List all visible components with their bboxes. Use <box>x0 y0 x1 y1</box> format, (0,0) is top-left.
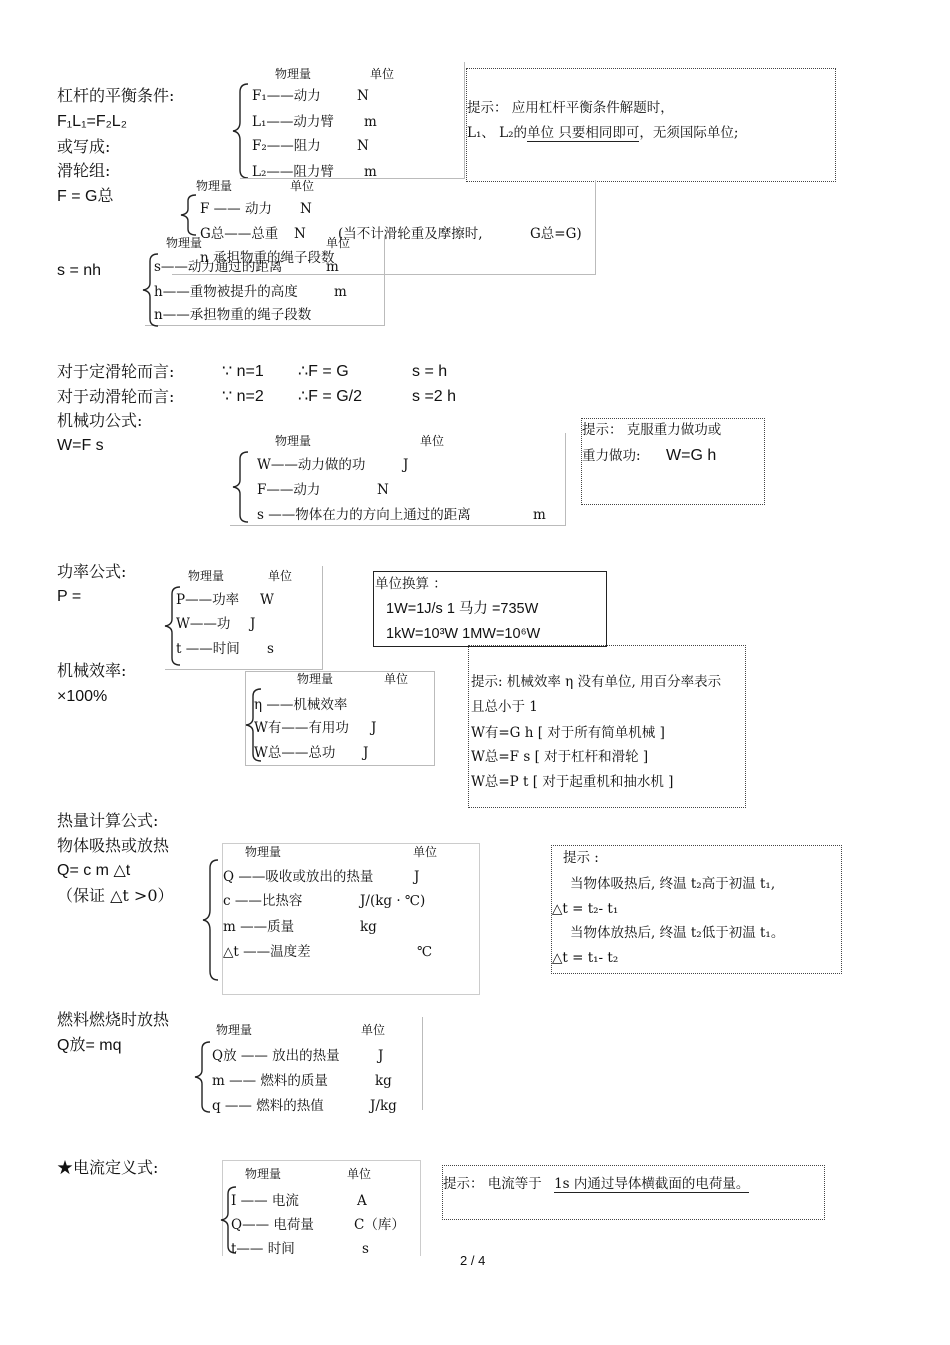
lever-row-1: F₁——动力 <box>252 88 321 104</box>
lever-row-1-unit: N <box>357 88 369 104</box>
movable-pulley-label: 对于动滑轮而言: <box>57 387 175 406</box>
work-tip-line2: 重力做功: <box>582 448 641 464</box>
heat-row-4-unit: ℃ <box>417 944 433 960</box>
lever-row-2-unit: m <box>364 114 377 130</box>
heat-condition: （保证 △t >0） <box>57 886 174 905</box>
work-tip-eq: W=G h <box>666 447 717 464</box>
fuel-formula: Q放= mq <box>57 1037 122 1054</box>
work-formula: W=F s <box>57 437 104 454</box>
heat-row-3: m ——质量 <box>223 919 295 935</box>
power-row-1: P——功率 <box>176 592 240 608</box>
current-row-3: t—— 时间 <box>231 1241 295 1257</box>
current-unit-header: 单位 <box>347 1167 372 1181</box>
fixed-pulley-force: ∴F = G <box>298 363 349 380</box>
work-title: 机械功公式: <box>57 411 143 430</box>
lever-title: 杠杆的平衡条件: <box>57 86 175 105</box>
heat-tip-line3: △t = t₂- t₁ <box>552 901 619 917</box>
efficiency-tip-line1: 提示: 机械效率 η 没有单位, 用百分率表示 <box>471 674 722 690</box>
efficiency-row-3-unit: J <box>363 745 369 761</box>
heat-brace-icon <box>200 858 222 982</box>
pulley-brace-icon <box>178 193 200 238</box>
fixed-pulley-distance: s = h <box>412 363 448 380</box>
work-tip-line1: 提示： 克服重力做功或 <box>582 422 722 438</box>
power-qty-header: 物理量 <box>188 569 225 583</box>
pulley-note-eq: G总=G) <box>530 226 582 242</box>
efficiency-formula: ×100% <box>57 688 108 705</box>
lever-qty-header: 物理量 <box>275 67 312 81</box>
lever-unit-header: 单位 <box>370 67 395 81</box>
lever-row-3-unit: N <box>357 138 369 154</box>
pulley-s-row-1-unit: m <box>326 259 339 275</box>
fuel-row-1: Q放 —— 放出的热量 <box>212 1048 340 1064</box>
efficiency-tip-line4: W总=F s [ 对于杠杆和滑轮 ] <box>471 749 649 765</box>
work-row-3: s ——物体在力的方向上通过的距离 <box>257 507 471 523</box>
current-title: ★电流定义式: <box>57 1158 159 1177</box>
power-row-2-unit: J <box>250 616 256 632</box>
pulley-s-row-2-unit: m <box>334 284 347 300</box>
power-row-3: t ——时间 <box>176 641 240 657</box>
heat-formula: Q= c m △t <box>57 862 131 879</box>
lever-row-3: F₂——阻力 <box>252 138 321 154</box>
pulley-row-1-unit: N <box>300 201 312 217</box>
work-row-1: W——动力做的功 <box>257 457 366 473</box>
pulley-s-row-2: h——重物被提升的高度 <box>154 284 298 300</box>
work-row-3-unit: m <box>533 507 546 523</box>
efficiency-row-1: η ——机械效率 <box>254 697 348 713</box>
pulley-s-row-1: s——动力通过的距离 <box>154 259 283 275</box>
pulley-title: 滑轮组: <box>57 161 111 180</box>
heat-row-3-unit: kg <box>360 919 377 935</box>
pulley-s-formula: s = nh <box>57 262 102 279</box>
work-qty-header: 物理量 <box>275 434 312 448</box>
pulley-row-2: G总——总重 <box>200 226 279 242</box>
current-row-1: I —— 电流 <box>231 1193 299 1209</box>
fuel-unit-header: 单位 <box>361 1023 386 1037</box>
lever-row-4-unit: m <box>364 164 377 180</box>
lever-tip-line1: 提示： 应用杠杆平衡条件解题时， <box>467 100 674 116</box>
current-qty-header: 物理量 <box>245 1167 282 1181</box>
fuel-row-3-unit: J/kg <box>370 1098 397 1114</box>
power-conversion-title: 单位换算 ： <box>375 576 447 592</box>
power-title: 功率公式: <box>57 562 127 581</box>
heat-tip-line1: 提示 : <box>563 850 599 866</box>
fuel-row-2: m —— 燃料的质量 <box>212 1073 328 1089</box>
power-row-2: W——功 <box>176 616 231 632</box>
lever-row-4: L₂——阻力臂 <box>252 164 334 180</box>
work-brace-icon <box>230 450 252 524</box>
movable-pulley-distance: s =2 h <box>412 388 457 405</box>
heat-tip-line2: 当物体吸热后, 终温 t₂高于初温 t₁, <box>570 876 776 892</box>
lever-tip-line2-underline: 单位 只要相同即可 <box>527 125 640 141</box>
efficiency-tip-line5: W总=P t [ 对于起重机和抽水机 ] <box>471 774 674 790</box>
power-formula: P = <box>57 588 82 605</box>
efficiency-tip-line2: 且总小于 1 <box>471 699 538 715</box>
current-row-3-unit: s <box>362 1241 369 1257</box>
pulley-unit-header: 单位 <box>290 179 315 193</box>
current-row-2: Q—— 电荷量 <box>231 1217 314 1233</box>
current-tip-underline: 1s 内通过导体横截面的电荷量。 <box>554 1176 750 1192</box>
power-conversion-line2: 1kW=10³W 1MW=10⁶W <box>386 626 541 642</box>
pulley-qty-header: 物理量 <box>196 179 233 193</box>
heat-qty-header: 物理量 <box>245 845 282 859</box>
lever-tip-line2 <box>467 124 738 142</box>
heat-row-2-unit: J/(kg · ℃) <box>360 893 426 909</box>
pulley-note: (当不计滑轮重及摩擦时, <box>338 226 483 242</box>
pulley-s-row-3: n——承担物重的绳子段数 <box>154 307 312 323</box>
heat-row-2: c ——比热容 <box>223 893 303 909</box>
work-unit-header: 单位 <box>420 434 445 448</box>
efficiency-row-2: W有——有用功 <box>254 720 349 736</box>
page-number: 2 / 4 <box>460 1253 486 1268</box>
pulley-row-2-unit: N <box>294 226 306 242</box>
work-row-1-unit: J <box>403 457 409 473</box>
efficiency-title: 机械效率: <box>57 661 127 680</box>
lever-table-frame <box>240 62 465 179</box>
movable-pulley-since: ∵ n=2 <box>222 388 264 405</box>
current-tip-pre: 提示： 电流等于 <box>443 1176 542 1192</box>
fuel-row-1-unit: J <box>378 1048 384 1064</box>
power-conversion-line1: 1W=1J/s 1 马力 =735W <box>386 601 539 617</box>
efficiency-row-2-unit: J <box>371 720 377 736</box>
fuel-row-3: q —— 燃料的热值 <box>212 1098 324 1114</box>
heat-tip-line5: △t = t₁- t₂ <box>552 950 619 966</box>
lever-tip-line2-post: ，无须国际单位; <box>639 125 739 141</box>
current-tip <box>443 1175 749 1193</box>
pulley-s-qty-header: 物理量 <box>166 236 203 250</box>
fuel-title: 燃料燃烧时放热 <box>57 1010 170 1029</box>
fixed-pulley-label: 对于定滑轮而言: <box>57 362 175 381</box>
heat-subtitle: 物体吸热或放热 <box>57 836 170 855</box>
work-row-2: F——动力 <box>257 482 321 498</box>
efficiency-row-3: W总——总功 <box>254 745 336 761</box>
heat-tip-line4: 当物体放热后, 终温 t₂低于初温 t₁。 <box>570 925 785 941</box>
pulley-formula: F = G总 <box>57 188 114 205</box>
heat-title: 热量计算公式: <box>57 811 159 830</box>
pulley-s-unit-header: 单位 <box>326 236 351 250</box>
current-row-1-unit: A <box>357 1193 367 1209</box>
power-row-3-unit: s <box>267 641 274 657</box>
fuel-qty-header: 物理量 <box>216 1023 253 1037</box>
pulley-overlap-row: n 承担物重的绳子段数 <box>200 250 335 266</box>
work-row-2-unit: N <box>377 482 389 498</box>
fixed-pulley-since: ∵ n=1 <box>222 363 264 380</box>
efficiency-tip-line3: W有=G h [ 对于所有简单机械 ] <box>471 725 665 741</box>
efficiency-unit-header: 单位 <box>384 672 409 686</box>
fuel-row-2-unit: kg <box>375 1073 392 1089</box>
current-row-2-unit: C（库） <box>354 1217 405 1233</box>
lever-row-2: L₁——动力臂 <box>252 114 334 130</box>
heat-row-1: Q ——吸收或放出的热量 <box>223 869 374 885</box>
heat-row-1-unit: J <box>414 869 420 885</box>
lever-formula: F₁L₁=F₂L₂ <box>57 113 127 130</box>
movable-pulley-force: ∴F = G/2 <box>298 388 362 405</box>
power-row-1-unit: W <box>260 592 274 608</box>
pulley-row-1: F —— 动力 <box>200 201 272 217</box>
power-unit-header: 单位 <box>268 569 293 583</box>
lever-tip-line2-pre: L₁、 L₂的 <box>467 125 528 141</box>
fuel-brace-icon <box>192 1040 214 1114</box>
efficiency-qty-header: 物理量 <box>297 672 334 686</box>
heat-unit-header: 单位 <box>413 845 438 859</box>
lever-alt-label: 或写成: <box>57 137 111 156</box>
heat-row-4: △t ——温度差 <box>223 944 311 960</box>
